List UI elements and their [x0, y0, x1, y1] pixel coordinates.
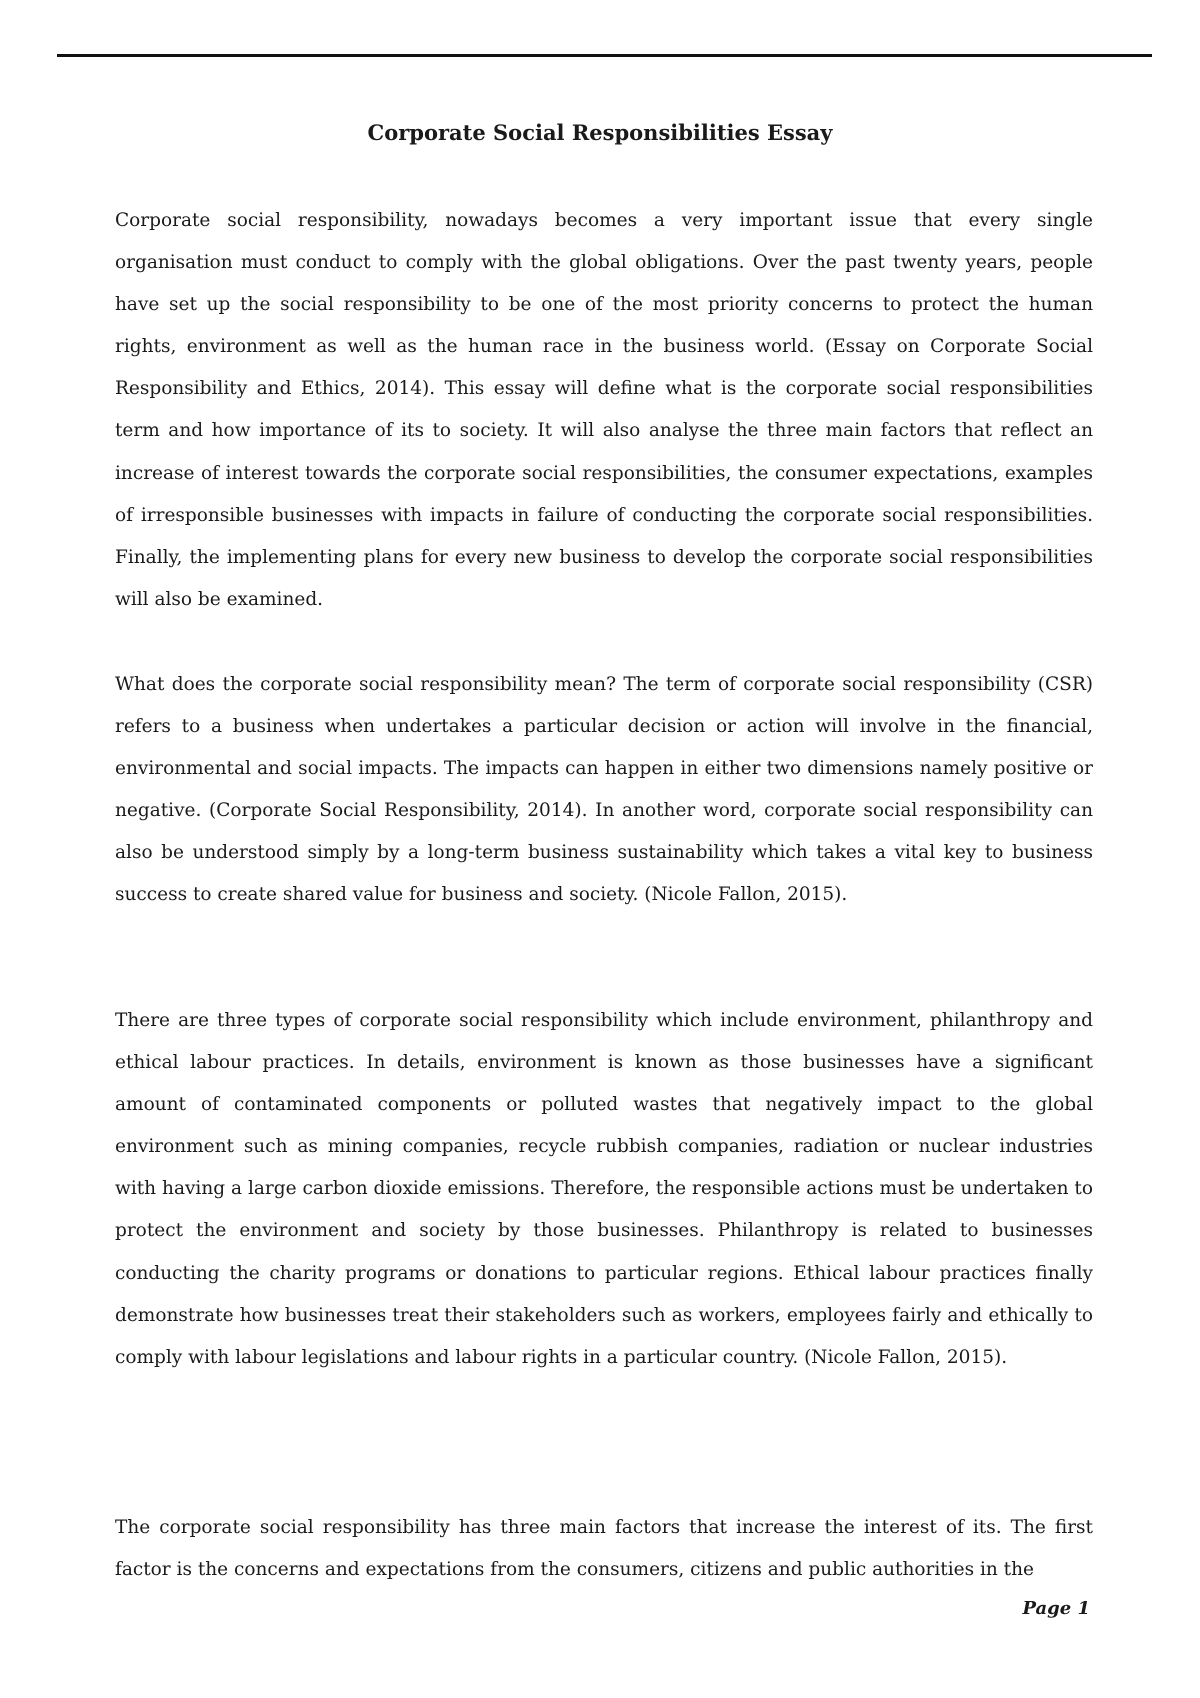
- document-title: Corporate Social Responsibilities Essay: [367, 120, 833, 145]
- header-rule: [57, 54, 1152, 57]
- paragraph-definition: What does the corporate social responsibility mean? The term of corporate social responsibility (CSR) refers to a business when undertakes a particular decision or action will involve in the financial, environmental and social impacts. The impacts can happen in either two dimensions namely positive or negative. (Corporate Social Responsibility, 2014). In another word, corporate social responsibility can also be understood simply by a long-term business sustainability which takes a vital key to business success to create shared value for business and society. (Nicole Fallon, 2015).: [115, 674, 1093, 906]
- page-number: Page 1: [1022, 1598, 1090, 1619]
- paragraph-types: There are three types of corporate social responsibility which include environment, philanthropy and ethical labour practices. In details, environment is known as those businesses have a significant amount of contaminated components or polluted wastes that negatively impact to the global environment such as mining companies, recycle rubbish companies, radiation or nuclear industries with having a large carbon dioxide emissions. Therefore, the responsible actions must be undertaken to protect the environment and society by those businesses. Philanthropy is related to businesses conducting the charity programs or donations to particular regions. Ethical labour practices finally demonstrate how businesses treat their stakeholders such as workers, employees fairly and ethically to comply with labour legislations and labour rights in a particular country. (Nicole Fallon, 2015).: [115, 1010, 1093, 1368]
- paragraph-factors: The corporate social responsibility has three main factors that increase the interest of its. The first factor is the concerns and expectations from the consumers, citizens and public authorities in the: [115, 1517, 1093, 1581]
- paragraph-introduction: Corporate social responsibility, nowadays becomes a very important issue that every single organisation must conduct to comply with the global obligations. Over the past twenty years, people have set up the social responsibility to be one of the most priority concerns to protect the human rights, environment as well as the human race in the business world. (Essay on Corporate Social Responsibility and Ethics, 2014). This essay will define what is the corporate social responsibilities term and how importance of its to society. It will also analyse the three main factors that reflect an increase of interest towards the corporate social responsibilities, the consumer expectations, examples of irresponsible businesses with impacts in failure of conducting the corporate social responsibilities. Finally, the implementing plans for every new business to develop the corporate social responsibilities will also be examined.: [115, 210, 1093, 610]
